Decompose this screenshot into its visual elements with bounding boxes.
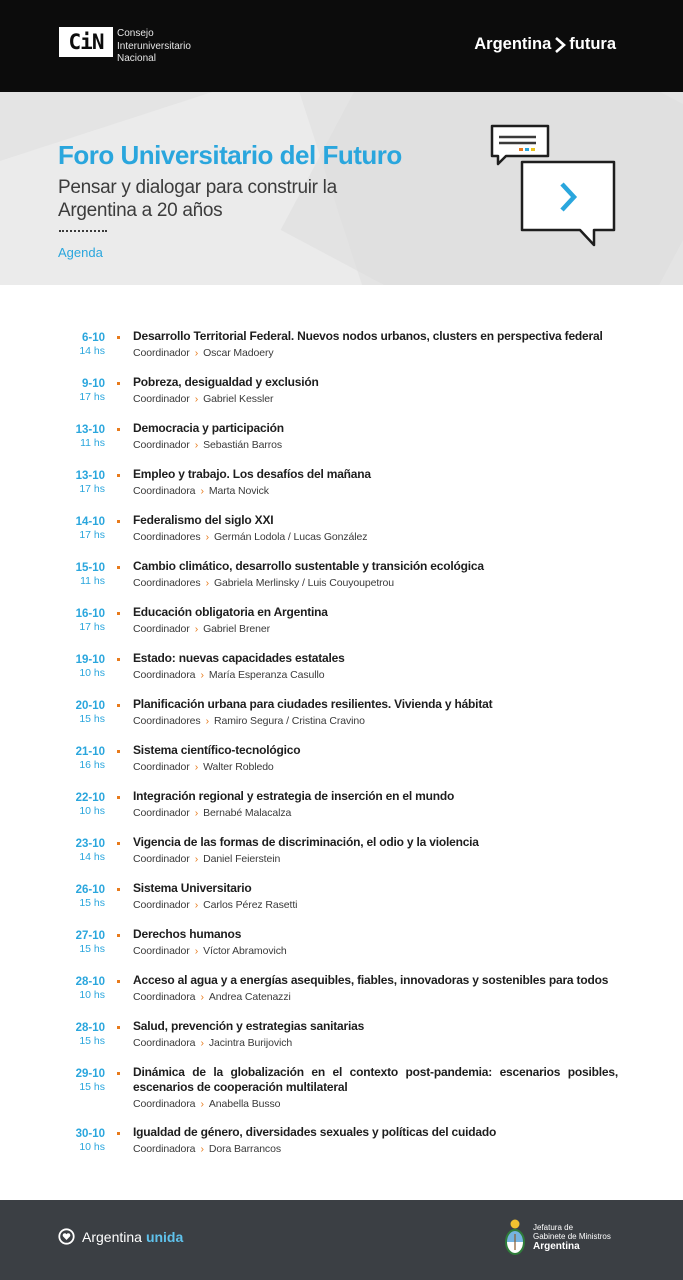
agenda-item bbox=[0, 1064, 683, 1124]
bullet-marker bbox=[117, 382, 120, 385]
agenda-hour: 15 hs bbox=[79, 1035, 105, 1047]
dotted-divider bbox=[59, 230, 107, 232]
coordinator-name: Marta Novick bbox=[208, 485, 269, 497]
chevron-right-icon: › bbox=[194, 853, 199, 865]
agenda-hour: 15 hs bbox=[79, 713, 105, 725]
bullet-marker bbox=[117, 842, 120, 845]
agenda-date: 28-10 bbox=[75, 1022, 105, 1034]
agenda-hour: 14 hs bbox=[79, 851, 105, 863]
agenda-label: Agenda bbox=[58, 245, 103, 260]
agenda-date: 29-10 bbox=[75, 1068, 105, 1080]
chevron-right-icon: › bbox=[200, 991, 204, 1003]
coordinator-name: Anabella Busso bbox=[208, 1098, 281, 1110]
agenda-hour: 17 hs bbox=[79, 483, 105, 495]
agenda-date: 6-10 bbox=[81, 332, 105, 344]
agenda-date: 23-10 bbox=[75, 838, 105, 850]
agenda-item bbox=[0, 420, 683, 466]
agenda-date: 26-10 bbox=[75, 884, 105, 896]
cin-logo-text bbox=[117, 28, 191, 66]
bullet-marker bbox=[117, 980, 120, 983]
jefatura-line: Gabinete de Ministros bbox=[533, 1232, 611, 1241]
agenda-date: 14-10 bbox=[75, 516, 105, 528]
bullet-marker bbox=[117, 1072, 120, 1075]
hero-header bbox=[0, 92, 683, 285]
coordinator-role: Coordinadores bbox=[133, 715, 201, 727]
bullet-marker bbox=[117, 1026, 120, 1029]
agenda-item bbox=[0, 328, 683, 374]
agenda-title: Cambio climático, desarrollo sustentable y transición ecológica bbox=[133, 559, 484, 573]
agenda-list bbox=[0, 328, 683, 1170]
jefatura-gabinete-logo bbox=[503, 1218, 611, 1258]
bullet-marker bbox=[117, 796, 120, 799]
chevron-right-icon: › bbox=[194, 439, 199, 451]
agenda-hour: 10 hs bbox=[79, 667, 105, 679]
agenda-item bbox=[0, 558, 683, 604]
coordinator-role: Coordinadores bbox=[133, 577, 201, 589]
page-subtitle: Pensar y dialogar para construir la Argentina a 20 años bbox=[58, 177, 337, 221]
agenda-title: Derechos humanos bbox=[133, 927, 242, 941]
agenda-item bbox=[0, 696, 683, 742]
agenda-date: 9-10 bbox=[81, 378, 105, 390]
agenda-item bbox=[0, 512, 683, 558]
coordinator-role: Coordinador bbox=[133, 899, 190, 911]
agenda-title: Sistema científico-tecnológico bbox=[133, 743, 301, 757]
agenda-hour: 15 hs bbox=[79, 1081, 105, 1093]
argentina-futura-word: Argentina bbox=[474, 35, 552, 53]
chat-bubbles-icon bbox=[488, 122, 618, 252]
chevron-right-icon: › bbox=[194, 945, 199, 957]
chevron-right-icon: › bbox=[194, 761, 199, 773]
coordinator-name: Walter Robledo bbox=[203, 761, 274, 773]
coordinator-role: Coordinadora bbox=[133, 485, 196, 497]
agenda-date: 16-10 bbox=[75, 608, 105, 620]
agenda-title: Planificación urbana para ciudades resilientes. Vivienda y hábitat bbox=[133, 697, 493, 711]
agenda-date: 27-10 bbox=[75, 930, 105, 942]
agenda-hour: 14 hs bbox=[79, 345, 105, 357]
agenda-hour: 11 hs bbox=[80, 437, 105, 449]
agenda-date: 19-10 bbox=[75, 654, 105, 666]
chevron-right-icon: › bbox=[205, 531, 209, 543]
agenda-date: 20-10 bbox=[75, 700, 105, 712]
coordinator-name: Sebastián Barros bbox=[203, 439, 283, 451]
coordinator-name: María Esperanza Casullo bbox=[208, 669, 325, 681]
argentina-unida-logo bbox=[58, 1228, 183, 1245]
chevron-right-icon: › bbox=[200, 1037, 204, 1049]
chevron-right-icon: › bbox=[200, 669, 204, 681]
coordinator-name: Carlos Pérez Rasetti bbox=[203, 899, 298, 911]
coordinator-name: Andrea Catenazzi bbox=[208, 991, 291, 1003]
agenda-hour: 15 hs bbox=[79, 943, 105, 955]
argentina-unida-word: unida bbox=[145, 1228, 184, 1245]
national-coat-of-arms-icon bbox=[503, 1218, 527, 1258]
coordinator-name: Ramiro Segura / Cristina Cravino bbox=[213, 715, 365, 727]
chevron-right-icon: › bbox=[194, 807, 199, 819]
agenda-item bbox=[0, 880, 683, 926]
bullet-marker bbox=[117, 336, 120, 339]
agenda-hour: 16 hs bbox=[79, 759, 105, 771]
jefatura-country: Argentina bbox=[533, 1241, 580, 1252]
top-bar bbox=[0, 0, 683, 92]
coordinator-role: Coordinador bbox=[133, 807, 190, 819]
agenda-item bbox=[0, 1124, 683, 1170]
agenda-item bbox=[0, 650, 683, 696]
coordinator-role: Coordinadores bbox=[133, 531, 201, 543]
cin-line: Consejo bbox=[117, 28, 154, 39]
coordinator-name: Dora Barrancos bbox=[208, 1143, 281, 1155]
agenda-item bbox=[0, 926, 683, 972]
bullet-marker bbox=[117, 1132, 120, 1135]
chevron-right-icon: › bbox=[194, 393, 199, 405]
agenda-item bbox=[0, 604, 683, 650]
agenda-item bbox=[0, 742, 683, 788]
agenda-title: Empleo y trabajo. Los desafíos del mañana bbox=[133, 467, 371, 481]
cin-logo bbox=[59, 27, 191, 66]
agenda-date: 15-10 bbox=[75, 562, 105, 574]
coordinator-role: Coordinador bbox=[133, 393, 190, 405]
bullet-marker bbox=[117, 428, 120, 431]
bullet-marker bbox=[117, 934, 120, 937]
cin-logo-mark: CiN bbox=[59, 27, 113, 57]
agenda-title: Federalismo del siglo XXI bbox=[133, 513, 274, 527]
agenda-date: 13-10 bbox=[75, 470, 105, 482]
coordinator-role: Coordinadora bbox=[133, 1143, 196, 1155]
agenda-title: Salud, prevención y estrategias sanitarias bbox=[133, 1019, 365, 1033]
bullet-marker bbox=[117, 658, 120, 661]
agenda-hour: 11 hs bbox=[80, 575, 105, 587]
bullet-marker bbox=[117, 750, 120, 753]
agenda-hour: 10 hs bbox=[79, 1141, 105, 1153]
coordinator-role: Coordinadora bbox=[133, 669, 196, 681]
chevron-right-icon: › bbox=[200, 485, 204, 497]
agenda-title: Estado: nuevas capacidades estatales bbox=[133, 651, 345, 665]
page-title: Foro Universitario del Futuro bbox=[58, 140, 402, 170]
agenda-title: Dinámica de la globalización en el contexto post-pandemia: escenarios posibles, escenarios de cooperación multilateral bbox=[133, 1065, 618, 1094]
bullet-marker bbox=[117, 520, 120, 523]
coordinator-role: Coordinador bbox=[133, 439, 190, 451]
argentina-unida-word: Argentina bbox=[82, 1228, 142, 1245]
coordinator-role: Coordinador bbox=[133, 761, 190, 773]
coordinator-name: Gabriela Merlinsky / Luis Couyoupetrou bbox=[213, 577, 395, 589]
cin-line: Interuniversitario bbox=[117, 40, 191, 52]
agenda-item bbox=[0, 972, 683, 1018]
coordinator-role: Coordinadora bbox=[133, 1098, 196, 1110]
agenda-title: Acceso al agua y a energías asequibles, fiables, innovadoras y sostenibles para todos bbox=[133, 973, 609, 987]
bullet-marker bbox=[117, 474, 120, 477]
coordinator-name: Bernabé Malacalza bbox=[203, 807, 292, 819]
agenda-hour: 17 hs bbox=[79, 529, 105, 541]
bullet-marker bbox=[117, 704, 120, 707]
agenda-item bbox=[0, 788, 683, 834]
coordinator-role: Coordinador bbox=[133, 853, 190, 865]
heart-circle-icon bbox=[58, 1228, 75, 1245]
argentina-futura-word: futura bbox=[569, 35, 616, 53]
coordinator-role: Coordinador bbox=[133, 623, 190, 635]
agenda-hour: 10 hs bbox=[79, 989, 105, 1001]
coordinator-name: Víctor Abramovich bbox=[203, 945, 287, 957]
agenda-title: Integración regional y estrategia de inserción en el mundo bbox=[133, 789, 455, 803]
chevron-right-icon: › bbox=[194, 623, 199, 635]
coordinator-role: Coordinador bbox=[133, 945, 190, 957]
chevron-right-icon: › bbox=[200, 1098, 204, 1110]
chevron-right-icon: › bbox=[205, 715, 209, 727]
agenda-hour: 17 hs bbox=[79, 391, 105, 403]
agenda-item bbox=[0, 834, 683, 880]
footer-bar bbox=[0, 1200, 683, 1280]
coordinator-name: Oscar Madoery bbox=[203, 347, 274, 359]
agenda-hour: 15 hs bbox=[79, 897, 105, 909]
bullet-marker bbox=[117, 612, 120, 615]
coordinator-role: Coordinador bbox=[133, 347, 190, 359]
agenda-date: 21-10 bbox=[75, 746, 105, 758]
argentina-futura-logo bbox=[474, 35, 616, 54]
chevron-right-icon: › bbox=[194, 899, 199, 911]
coordinator-role: Coordinadora bbox=[133, 991, 196, 1003]
coordinator-name: Germán Lodola / Lucas González bbox=[213, 531, 368, 543]
agenda-hour: 10 hs bbox=[79, 805, 105, 817]
agenda-title: Sistema Universitario bbox=[133, 881, 252, 895]
chevron-right-icon bbox=[554, 37, 566, 53]
chevron-right-icon: › bbox=[194, 347, 199, 359]
agenda-date: 28-10 bbox=[75, 976, 105, 988]
agenda-item bbox=[0, 374, 683, 420]
agenda-title: Igualdad de género, diversidades sexuales y políticas del cuidado bbox=[133, 1125, 497, 1139]
chevron-right-icon: › bbox=[205, 577, 209, 589]
agenda-title: Desarrollo Territorial Federal. Nuevos nodos urbanos, clusters en perspectiva federal bbox=[133, 329, 603, 343]
agenda-title: Vigencia de las formas de discriminación, el odio y la violencia bbox=[133, 835, 479, 849]
coordinator-name: Gabriel Brener bbox=[203, 623, 270, 635]
coordinator-name: Gabriel Kessler bbox=[203, 393, 274, 405]
bullet-marker bbox=[117, 888, 120, 891]
agenda-item bbox=[0, 466, 683, 512]
agenda-hour: 17 hs bbox=[79, 621, 105, 633]
coordinator-name: Jacintra Burijovich bbox=[208, 1037, 293, 1049]
coordinator-role: Coordinadora bbox=[133, 1037, 196, 1049]
agenda-date: 13-10 bbox=[75, 424, 105, 436]
agenda-title: Educación obligatoria en Argentina bbox=[133, 605, 328, 619]
bullet-marker bbox=[117, 566, 120, 569]
jefatura-line: Jefatura de bbox=[533, 1223, 574, 1232]
agenda-title: Democracia y participación bbox=[133, 421, 284, 435]
agenda-date: 22-10 bbox=[75, 792, 105, 804]
coordinator-name: Daniel Feierstein bbox=[203, 853, 281, 865]
agenda-title: Pobreza, desigualdad y exclusión bbox=[133, 375, 319, 389]
agenda-item bbox=[0, 1018, 683, 1064]
chevron-right-icon: › bbox=[200, 1143, 204, 1155]
agenda-date: 30-10 bbox=[75, 1128, 105, 1140]
cin-line: Nacional bbox=[117, 53, 156, 64]
